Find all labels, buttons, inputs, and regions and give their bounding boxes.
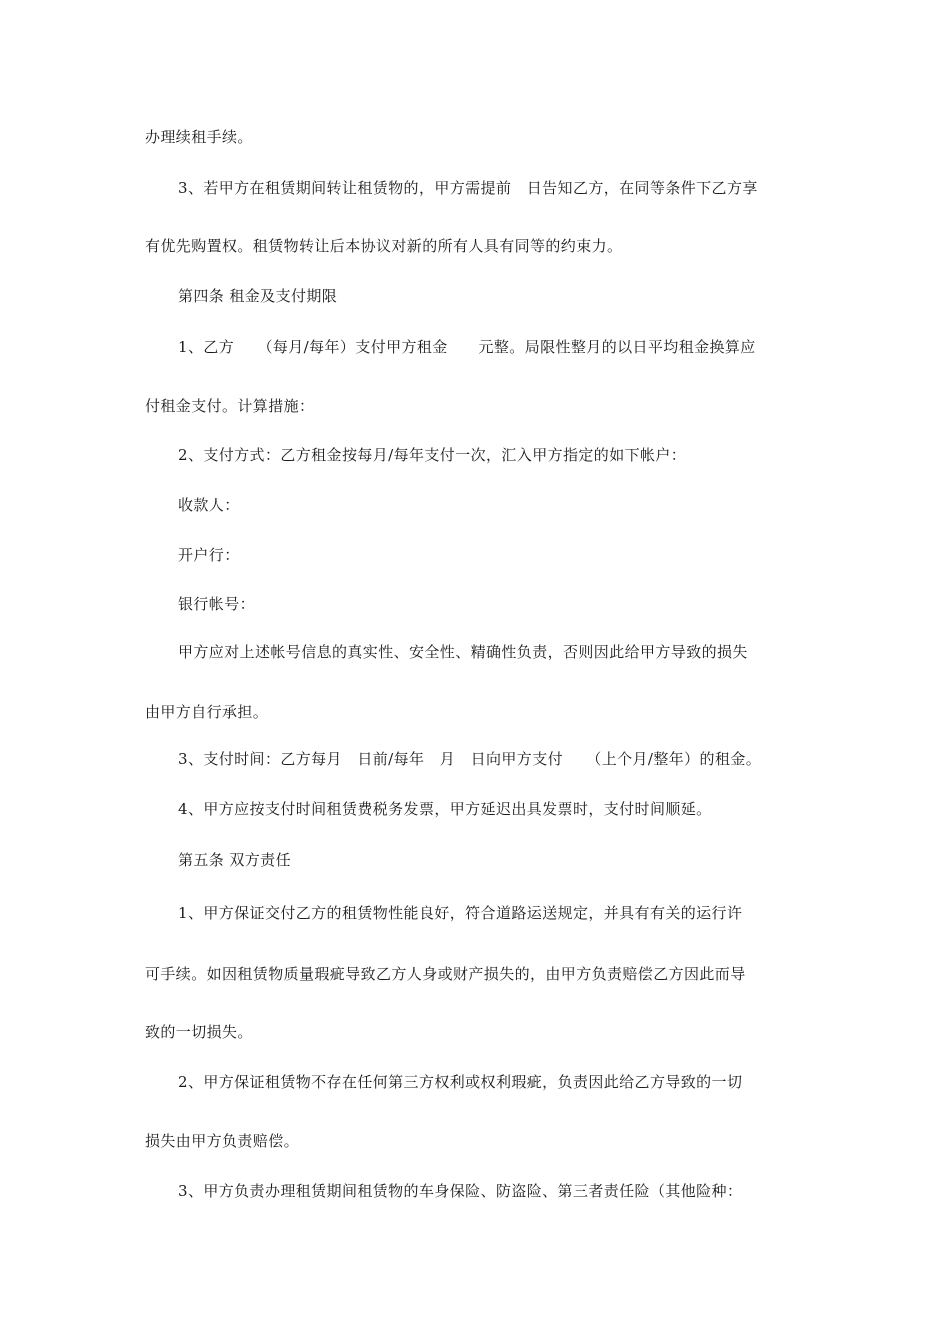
paragraph-line: 可手续。如因租赁物质量瑕疵导致乙方人身或财产损失的，由甲方负责赔偿乙方因此而导 <box>145 965 746 983</box>
paragraph-line: 由甲方自行承担。 <box>145 703 269 721</box>
section-heading: 第五条 双方责任 <box>178 851 291 869</box>
paragraph-line: 有优先购置权。租赁物转让后本协议对新的所有人具有同等的约束力。 <box>145 237 623 255</box>
paragraph-line: 3、支付时间：乙方每月 日前/每年 月 日向甲方支付 （上个月/整年）的租金。 <box>178 750 762 768</box>
paragraph-line: 3、甲方负责办理租赁期间租赁物的车身保险、防盗险、第三者责任险（其他险种： <box>178 1182 743 1200</box>
paragraph-line: 办理续租手续。 <box>145 128 253 146</box>
paragraph-line: 甲方应对上述帐号信息的真实性、安全性、精确性负责，否则因此给甲方导致的损失 <box>178 643 748 661</box>
paragraph-line: 3、若甲方在租赁期间转让租赁物的，甲方需提前 日告知乙方，在同等条件下乙方享 <box>178 179 758 197</box>
paragraph-line: 2、甲方保证租赁物不存在任何第三方权利或权利瑕疵，负责因此给乙方导致的一切 <box>178 1073 743 1091</box>
paragraph-line: 付租金支付。计算措施： <box>145 397 315 415</box>
paragraph-line: 4、甲方应按支付时间租赁费税务发票，甲方延迟出具发票时，支付时间顺延。 <box>178 800 712 818</box>
paragraph-line: 1、乙方 （每月/每年）支付甲方租金 元整。局限性整月的以日平均租金换算应 <box>178 338 756 356</box>
paragraph-line: 2、支付方式：乙方租金按每月/每年支付一次，汇入甲方指定的如下帐户： <box>178 446 687 464</box>
paragraph-line: 致的一切损失。 <box>145 1023 253 1041</box>
paragraph-line: 收款人： <box>178 496 240 514</box>
section-heading: 第四条 租金及支付期限 <box>178 287 338 305</box>
paragraph-line: 开户行： <box>178 546 240 564</box>
paragraph-line: 损失由甲方负责赔偿。 <box>145 1132 300 1150</box>
paragraph-line: 银行帐号： <box>178 595 256 613</box>
paragraph-line: 1、甲方保证交付乙方的租赁物性能良好，符合道路运送规定，并具有有关的运行许 <box>178 904 743 922</box>
